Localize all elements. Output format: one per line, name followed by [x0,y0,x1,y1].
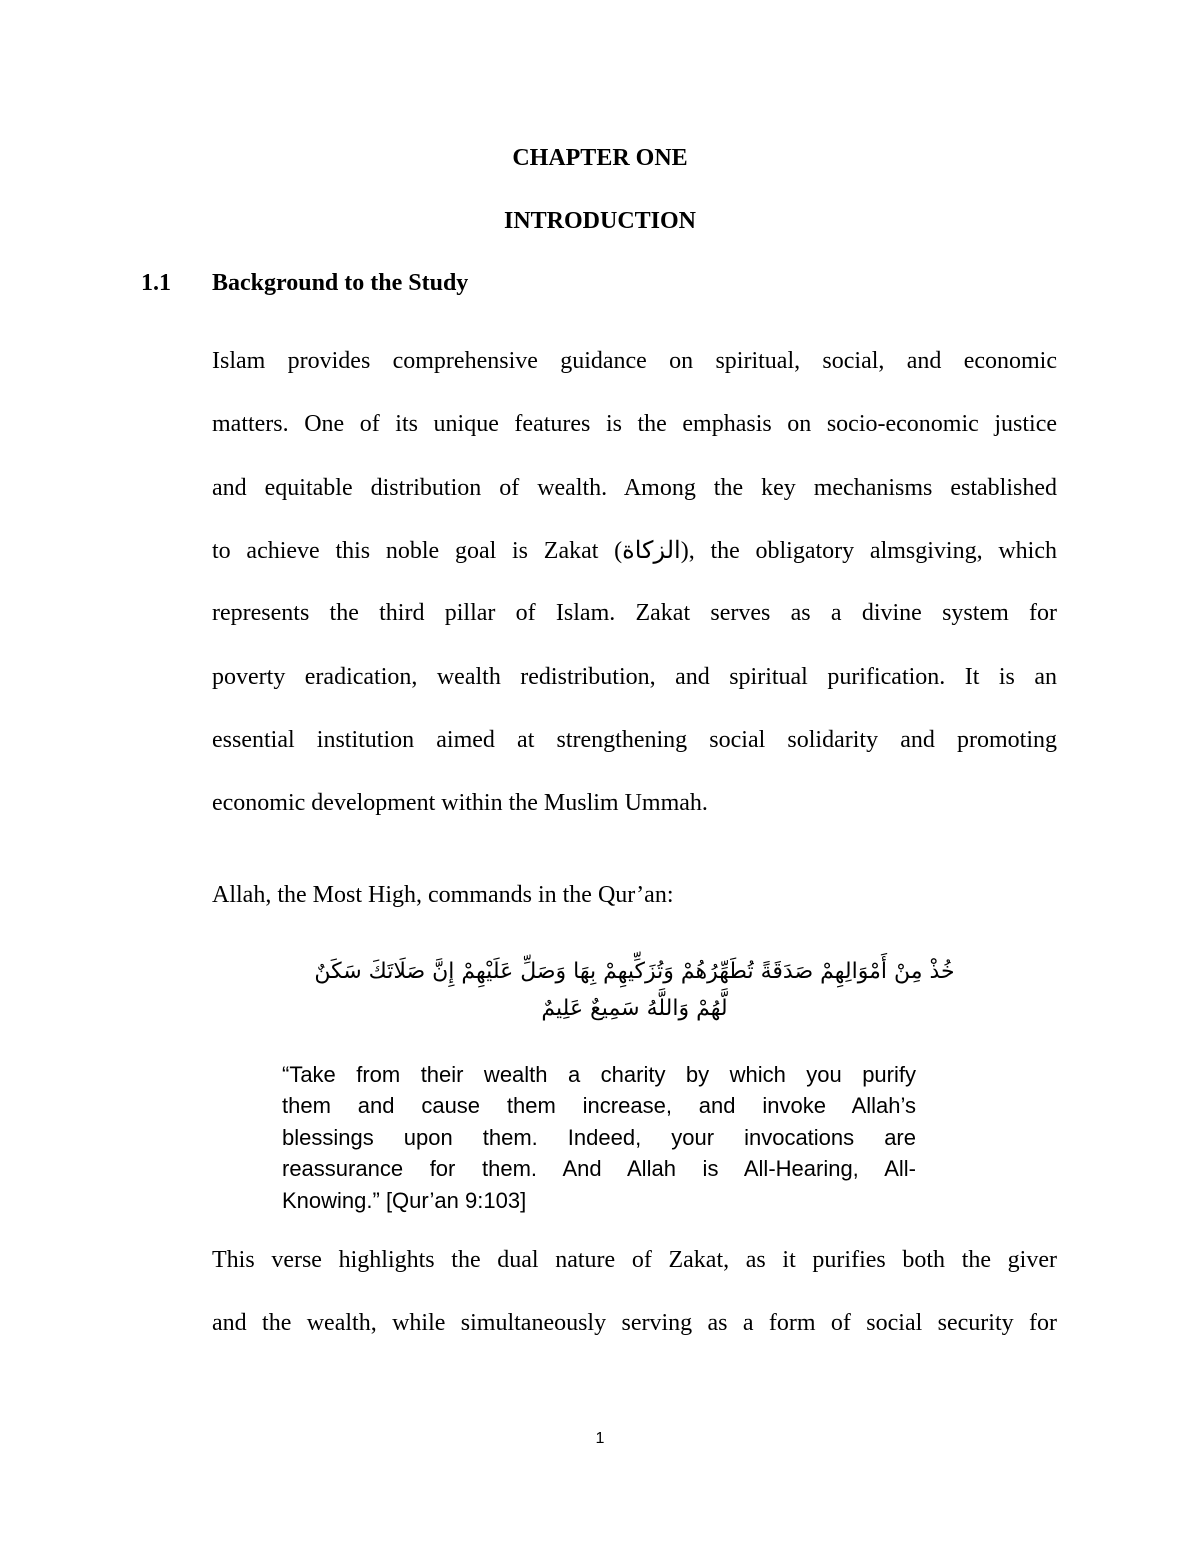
paragraph-line: Islam provides comprehensive guidance on spiritual, social, and economic [212,348,1057,374]
paragraph-line: represents the third pillar of Islam. Zakat serves as a divine system for [212,600,1057,626]
paragraph-line: This verse highlights the dual nature of Zakat, as it purifies both the giver [212,1247,1057,1273]
quran-intro: Allah, the Most High, commands in the Qur’an: [212,882,674,908]
arabic-verse-line: لَّهُمْ وَاللَّهُ سَمِيعٌ عَلِيمٌ [541,996,728,1021]
section-heading [141,270,468,297]
section-title: Background to the Study [212,270,469,296]
chapter-title: CHAPTER ONE [512,145,688,171]
page-number: 1 [595,1430,605,1447]
paragraph-line: economic development within the Muslim Ummah. [212,790,708,816]
paragraph-line: matters. One of its unique features is the emphasis on socio-economic justice [212,411,1057,437]
paragraph-line: and equitable distribution of wealth. Among the key mechanisms established [212,475,1057,501]
translation-line: blessings upon them. Indeed, your invocations are [282,1125,916,1150]
paragraph-line: poverty eradication, wealth redistribution, and spiritual purification. It is an [212,664,1057,690]
paragraph-line: essential institution aimed at strengthening social solidarity and promoting [212,727,1057,753]
paragraph-line: to achieve this noble goal is Zakat (الزكاة), the obligatory almsgiving, which [212,538,1057,564]
section-number: 1.1 [141,270,171,296]
translation-line: reassurance for them. And Allah is All-Hearing, All- [282,1156,916,1181]
paragraph-line: and the wealth, while simultaneously serving as a form of social security for [212,1310,1057,1336]
translation-line: “Take from their wealth a charity by which you purify [282,1062,916,1087]
arabic-verse-line: خُذْ مِنْ أَمْوَالِهِمْ صَدَقَةً تُطَهِّرُهُمْ وَتُزَكِّيهِمْ بِهَا وَصَلِّ عَلَيْهِمْ إِنَّ صَلَاتَكَ سَكَنٌ [314,959,955,984]
translation-line: them and cause them increase, and invoke Allah’s [282,1093,916,1118]
chapter-subtitle: INTRODUCTION [503,208,697,234]
translation-line: Knowing.” [Qur’an 9:103] [282,1188,527,1213]
